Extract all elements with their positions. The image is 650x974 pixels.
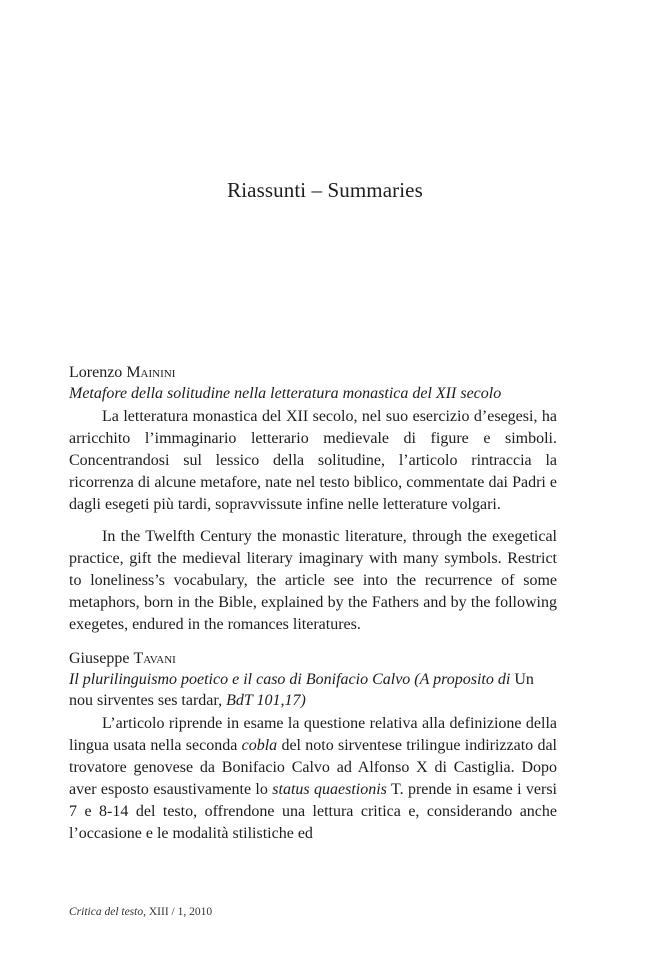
abstract-italian: [69, 713, 557, 845]
abstract-text-a: L’articolo riprende in esame la questione relativa alla definizione della lingua usata nella seconda: [69, 715, 557, 754]
author-surname: Tavani: [133, 650, 176, 667]
author-first-name: Giuseppe: [69, 650, 130, 667]
abstract-text-c: T. prende in esame i versi 7 e 8-14 del testo, offrendone una lettura critica e, considerando anche l’occasione e le modalità stilistiche ed: [69, 781, 558, 842]
summaries-list: [69, 362, 557, 857]
author-name: [69, 362, 557, 383]
abstract-term-cobla: cobla: [241, 737, 278, 754]
author-name: [69, 648, 557, 669]
journal-name: Critica del testo: [69, 906, 144, 918]
abstract-english: In the Twelfth Century the monastic literature, through the exegetical practice, gift the medieval literary imaginary with many symbols. Restrict to loneliness’s vocabulary, the article see into the recurrence of some metaphors, born in the Bible, explained by the Fathers and by the following exegetes, endured in the romances literatures.: [69, 528, 557, 633]
article-title: Metafore della solitudine nella letteratura monastica del XII secolo: [69, 385, 502, 402]
author-surname: Mainini: [126, 364, 176, 381]
summary-entry-tavani: [69, 648, 557, 845]
page-footer: [69, 906, 212, 918]
article-title-incipit: Un nou sirventes ses tardar,: [69, 671, 534, 709]
article-title-part-1: Il plurilinguismo poetico e il caso di Bonifacio Calvo (A proposito di: [69, 671, 511, 688]
abstract-italian: La letteratura monastica del XII secolo, nel suo esercizio d’esegesi, ha arricchito l’immaginario letterario medievale di figure e simboli. Concentrandosi sul lessico della solitudine, l’articolo rintraccia la ricorrenza di alcune metafore, nate nel testo biblico, commentate dai Padri e dagli esegeti più tardi, sopravvissute infine nelle letterature volgari.: [69, 408, 557, 513]
abstract-term-status: status quaestionis: [272, 781, 387, 798]
summary-entry-mainini: [69, 362, 557, 636]
author-first-name: Lorenzo: [69, 364, 123, 381]
page-title: Riassunti – Summaries: [227, 178, 423, 202]
article-title-part-3: BdT 101,17): [226, 692, 306, 709]
article-title: [69, 669, 557, 711]
journal-issue: , XIII / 1, 2010: [143, 906, 213, 918]
abstract-text-b: del noto sirventese trilingue indirizzato dal trovatore genovese da Bonifacio Calvo ad Alfonso X di Castiglia. Dopo aver esposto esaustivamente lo: [69, 737, 557, 798]
